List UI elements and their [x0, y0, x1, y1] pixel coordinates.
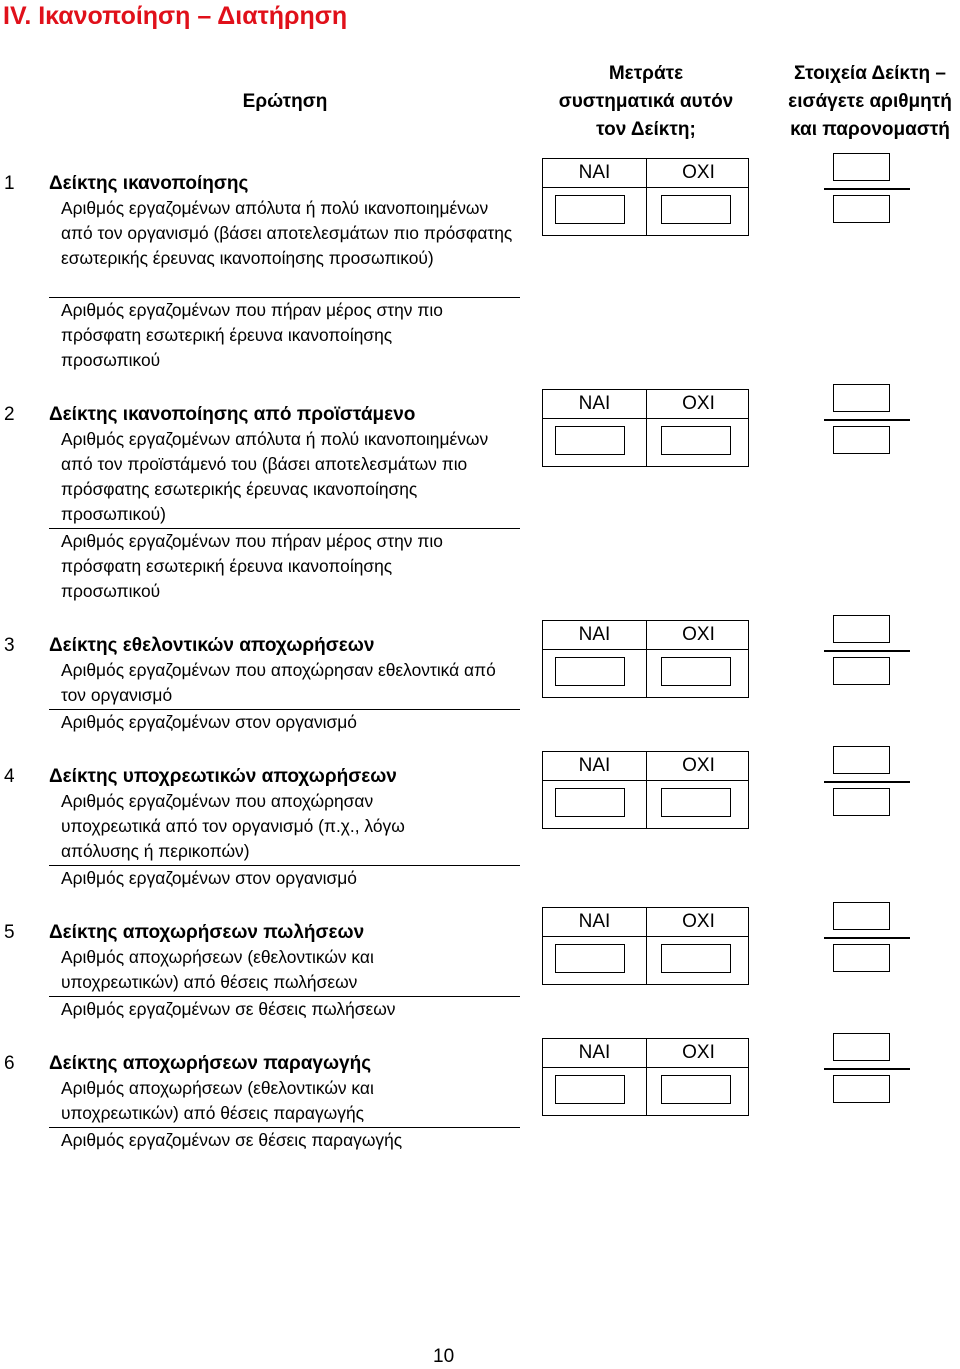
yes-checkbox[interactable] [555, 657, 625, 686]
yes-checkbox[interactable] [555, 788, 625, 817]
measure-yes-no-table [542, 907, 749, 985]
indicator-title: Δείκτης αποχωρήσεων πωλήσεων [49, 922, 365, 943]
no-checkbox[interactable] [661, 1075, 731, 1104]
fraction-bar [824, 650, 910, 652]
numerator-input[interactable] [833, 384, 890, 412]
measure-yes-no-table [542, 158, 749, 236]
yes-checkbox[interactable] [555, 195, 625, 224]
denominator-input[interactable] [833, 426, 890, 454]
indicator-denominator: Αριθμός εργαζομένων που πήραν μέρος στην πιο πρόσφατη εσωτερική έρευνα ικανοποίησης προσωπικού [61, 531, 443, 601]
measure-yes-no-table [542, 751, 749, 829]
indicator-numerator: Αριθμός εργαζομένων που αποχώρησαν εθελοντικά από τον οργανισμό [61, 660, 496, 705]
numerator-input[interactable] [833, 746, 890, 774]
no-checkbox[interactable] [661, 426, 731, 455]
indicator-numerator: Αριθμός εργαζομένων απόλυτα ή πολύ ικανοποιημένων από τον οργανισμό (βάσει αποτελεσμάτων πιο πρόσφατης εσωτερικής έρευνας ικανοποίησης προσωπικού) [61, 198, 513, 268]
measure-yes-no-table [542, 389, 749, 467]
measure-yes-no-table [542, 1038, 749, 1116]
indicator-number: 3 [4, 635, 15, 656]
denominator-input[interactable] [833, 1075, 890, 1103]
header-indicator-data: Στοιχεία Δείκτη – εισάγετε αριθμητή και παρονομαστή [788, 63, 952, 140]
indicator-fraction-inputs [824, 153, 910, 233]
indicator-title: Δείκτης εθελοντικών αποχωρήσεων [49, 635, 375, 656]
indicator-fraction-inputs [824, 746, 910, 826]
fraction-bar [824, 1068, 910, 1070]
no-label: ΟΧΙ [682, 911, 715, 932]
indicator-numerator: Αριθμός αποχωρήσεων (εθελοντικών και υποχρεωτικών) από θέσεις πωλήσεων [61, 947, 374, 992]
indicator-fraction-inputs [824, 902, 910, 982]
header-measure: Μετράτε συστηματικά αυτόν τον Δείκτη; [558, 63, 734, 140]
no-checkbox[interactable] [661, 944, 731, 973]
indicator-numerator: Αριθμός εργαζομένων που αποχώρησαν υποχρεωτικά από τον οργανισμό (π.χ., λόγω απόλυσης ή περικοπών) [61, 791, 405, 861]
indicator-number: 2 [4, 404, 15, 425]
indicator-title: Δείκτης αποχωρήσεων παραγωγής [49, 1053, 372, 1074]
indicator-denominator: Αριθμός εργαζομένων στον οργανισμό [61, 712, 357, 732]
numerator-input[interactable] [833, 902, 890, 930]
denominator-input[interactable] [833, 195, 890, 223]
denominator-input[interactable] [833, 944, 890, 972]
no-label: ΟΧΙ [682, 162, 715, 183]
no-checkbox[interactable] [661, 788, 731, 817]
fraction-bar [824, 188, 910, 190]
indicator-denominator: Αριθμός εργαζομένων στον οργανισμό [61, 868, 357, 888]
yes-checkbox[interactable] [555, 944, 625, 973]
indicator-fraction-inputs [824, 384, 910, 464]
yes-label: ΝΑΙ [578, 911, 611, 932]
yes-label: ΝΑΙ [578, 1042, 611, 1063]
no-checkbox[interactable] [661, 195, 731, 224]
indicator-fraction-inputs [824, 1033, 910, 1113]
fraction-bar [824, 419, 910, 421]
no-label: ΟΧΙ [682, 755, 715, 776]
indicator-title: Δείκτης ικανοποίησης [49, 173, 249, 194]
indicator-denominator: Αριθμός εργαζομένων που πήραν μέρος στην πιο πρόσφατη εσωτερική έρευνα ικανοποίησης προσωπικού [61, 300, 443, 370]
fraction-bar [824, 781, 910, 783]
yes-checkbox[interactable] [555, 426, 625, 455]
indicator-numerator: Αριθμός εργαζομένων απόλυτα ή πολύ ικανοποιημένων από τον προϊστάμενό του (βάσει αποτελεσμάτων πιο πρόσφατης εσωτερικής έρευνας ικανοποίησης προσωπικού) [61, 429, 489, 524]
denominator-input[interactable] [833, 657, 890, 685]
yes-label: ΝΑΙ [578, 624, 611, 645]
page-number: 10 [433, 1346, 455, 1367]
indicator-numerator: Αριθμός αποχωρήσεων (εθελοντικών και υποχρεωτικών) από θέσεις παραγωγής [61, 1078, 374, 1123]
yes-label: ΝΑΙ [578, 393, 611, 414]
no-label: ΟΧΙ [682, 1042, 715, 1063]
no-label: ΟΧΙ [682, 393, 715, 414]
numerator-input[interactable] [833, 1033, 890, 1061]
numerator-input[interactable] [833, 153, 890, 181]
header-question: Ερώτηση [242, 91, 328, 112]
indicator-title: Δείκτης υποχρεωτικών αποχωρήσεων [49, 766, 397, 787]
no-label: ΟΧΙ [682, 624, 715, 645]
section-title: IV. Ικανοποίηση – Διατήρηση [3, 2, 348, 30]
denominator-input[interactable] [833, 788, 890, 816]
indicator-denominator: Αριθμός εργαζομένων σε θέσεις πωλήσεων [61, 999, 396, 1019]
indicator-number: 6 [4, 1053, 15, 1074]
fraction-bar [824, 937, 910, 939]
indicator-title: Δείκτης ικανοποίησης από προϊστάμενο [49, 404, 416, 425]
indicator-number: 5 [4, 922, 15, 943]
yes-checkbox[interactable] [555, 1075, 625, 1104]
indicator-fraction-inputs [824, 615, 910, 695]
numerator-input[interactable] [833, 615, 890, 643]
indicator-number: 4 [4, 766, 15, 787]
indicator-denominator: Αριθμός εργαζομένων σε θέσεις παραγωγής [61, 1130, 403, 1150]
yes-label: ΝΑΙ [578, 162, 611, 183]
yes-label: ΝΑΙ [578, 755, 611, 776]
indicator-number: 1 [4, 173, 15, 194]
measure-yes-no-table [542, 620, 749, 698]
no-checkbox[interactable] [661, 657, 731, 686]
